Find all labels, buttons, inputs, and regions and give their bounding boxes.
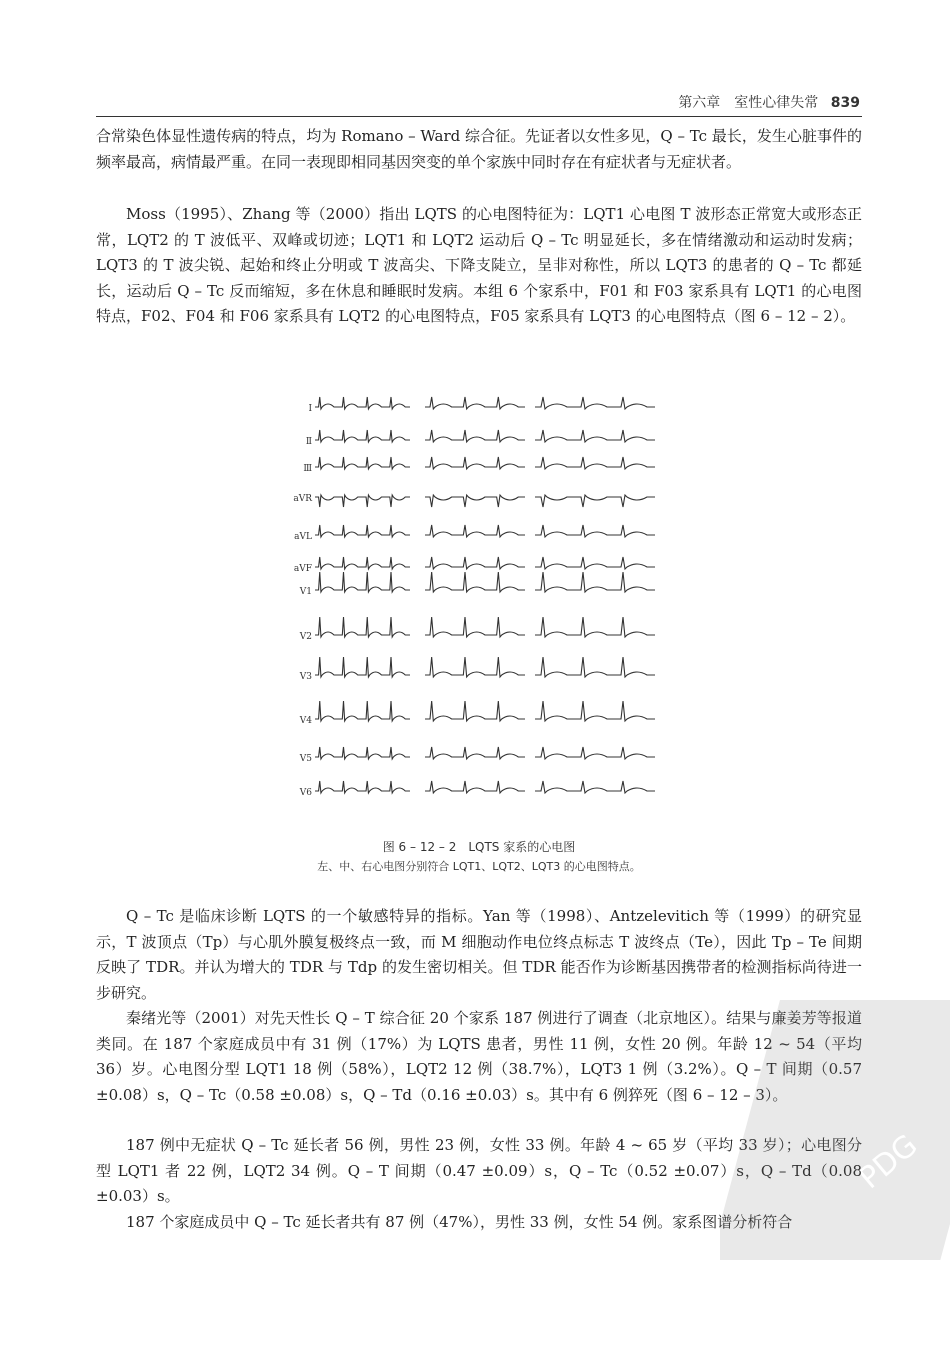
- ecg-trace: [425, 572, 525, 592]
- ecg-trace: [315, 430, 410, 442]
- ecg-trace: [425, 525, 525, 537]
- ecg-trace: [535, 747, 655, 759]
- ecg-trace: [425, 657, 525, 677]
- paragraph-3: Q – Tc 是临床诊断 LQTS 的一个敏感特异的指标。Yan 等（1998）、Antzelevitich 等（1999）的研究显示，T 波顶点（Tp）与心肌外膜复极终点一致，而 M 细胞动作电位终点标志 T 波终点（Te），因此 Tp – Te 间期反映了 TDR。并认为增大的 TDR 与 Tdp 的发生密切相关。但 TDR 能否作为诊断基因携带者的检测指标尚待进一步研究。: [96, 907, 862, 1002]
- watermark-text: PDG: [852, 1127, 925, 1197]
- lead-labels: [293, 404, 312, 798]
- ecg-trace: [535, 701, 655, 721]
- ecg-trace: [535, 572, 655, 592]
- ecg-trace: [315, 495, 410, 507]
- lead-label: Ⅲ: [303, 464, 312, 474]
- ecg-trace: [535, 657, 655, 677]
- lead-label: V2: [299, 632, 312, 642]
- ecg-trace: [425, 430, 525, 442]
- lead-label: Ⅰ: [308, 404, 312, 414]
- figure-caption: 图 6 – 12 – 2 LQTS 家系的心电图: [382, 840, 576, 854]
- lead-label: Ⅱ: [305, 437, 312, 447]
- ecg-figure: [290, 385, 680, 815]
- paragraph-4: 秦绪光等（2001）对先天性长 Q – T 综合征 20 个家系 187 例进行了调查（北京地区）。结果与廉姜芳等报道类同。在 187 个家庭成员中有 31 例（17%）为 LQTS 患者，男性 11 例，女性 20 例。年龄 12 ~ 54（平均 36）岁。心电图分型 LQT1 18 例（58%），LQT2 12 例（38.7%），LQT3 1 例（3.2%）。Q – T 间期（0.57 ±0.08）s，Q – Tc（0.58 ±0.08）s，Q – Td（0.16 ±0.03）s。其中有 6 例猝死（图 6 – 12 – 3）。: [96, 1009, 862, 1104]
- lead-label: aVL: [294, 532, 312, 542]
- ecg-trace: [315, 457, 410, 469]
- paragraph-6: 187 个家庭成员中 Q – Tc 延长者共有 87 例（47%），男性 33 例，女性 54 例。家系图谱分析符合: [126, 1213, 793, 1231]
- ecg-trace: [425, 701, 525, 721]
- ecg-trace: [315, 617, 410, 637]
- ecg-trace: [315, 657, 410, 677]
- ecg-trace: [315, 572, 410, 592]
- ecg-trace: [315, 701, 410, 721]
- lead-label: V3: [299, 672, 312, 682]
- lead-label: V4: [299, 716, 312, 726]
- figure-subcaption: 左、中、右心电图分别符合 LQT1、LQT2、LQT3 的心电图特点。: [317, 860, 641, 873]
- ecg-trace: [535, 781, 655, 793]
- paragraph-1: 合常染色体显性遗传病的特点，均为 Romano – Ward 综合征。先证者以女性多见，Q – Tc 最长，发生心脏事件的频率最高，病情最严重。在同一表现即相同基因突变的单个家族中同时存在有症状者与无症状者。: [96, 127, 862, 171]
- ecg-trace: [425, 495, 525, 507]
- lead-label: aVF: [293, 564, 312, 574]
- ecg-trace: [535, 397, 655, 409]
- ecg-trace: [425, 747, 525, 759]
- ecg-trace: [535, 457, 655, 469]
- watermark: [720, 1000, 950, 1260]
- lead-label: V5: [299, 754, 312, 764]
- header-rule: [96, 116, 862, 117]
- ecg-trace: [425, 397, 525, 409]
- ecg-trace: [425, 781, 525, 793]
- ecg-trace: [535, 495, 655, 507]
- ecg-trace: [535, 525, 655, 537]
- ecg-trace: [535, 430, 655, 442]
- lead-label: V1: [299, 587, 312, 597]
- ecg-trace: [315, 557, 410, 569]
- lead-label: V6: [299, 788, 312, 798]
- ecg-trace: [315, 525, 410, 537]
- lead-label: aVR: [293, 494, 312, 504]
- ecg-trace: [425, 457, 525, 469]
- ecg-trace: [425, 557, 525, 569]
- paragraph-5: 187 例中无症状 Q – Tc 延长者 56 例，男性 23 例，女性 33 例。年龄 4 ~ 65 岁（平均 33 岁）；心电图分型 LQT1 者 22 例，LQT2 34 例。Q – T 间期（0.47 ±0.09）s，Q – Tc（0.52 ±0.07）s，Q – Td（0.08 ±0.03）s。: [96, 1136, 862, 1205]
- ecg-trace: [535, 617, 655, 637]
- paragraph-2: Moss（1995）、Zhang 等（2000）指出 LQTS 的心电图特征为：LQT1 心电图 T 波形态正常宽大或形态正常，LQT2 的 T 波低平、双峰或切迹；LQT1 和 LQT2 运动后 Q – Tc 明显延长，多在情绪激动和运动时发病；LQT3 的 T 波尖锐、起始和终止分明或 T 波高尖、下降支陡立，呈非对称性，所以 LQT3 的患者的 Q – Tc 都延长，运动后 Q – Tc 反而缩短，多在休息和睡眠时发病。本组 6 个家系中，F01 和 F03 家系具有 LQT1 的心电图特点，F02、F04 和 F06 家系具有 LQT2 的心电图特点，F05 家系具有 LQT3 的心电图特点（图 6 – 12 – 2）。: [96, 205, 862, 325]
- ecg-trace: [535, 557, 655, 569]
- ecg-trace: [425, 617, 525, 637]
- chapter-title: 第六章 室性心律失常: [678, 95, 819, 111]
- ecg-trace: [315, 781, 410, 793]
- ecg-trace: [315, 397, 410, 409]
- ecg-trace: [315, 747, 410, 759]
- page-number: 839: [830, 95, 860, 111]
- ecg-traces: [315, 397, 655, 793]
- running-head: [620, 92, 860, 112]
